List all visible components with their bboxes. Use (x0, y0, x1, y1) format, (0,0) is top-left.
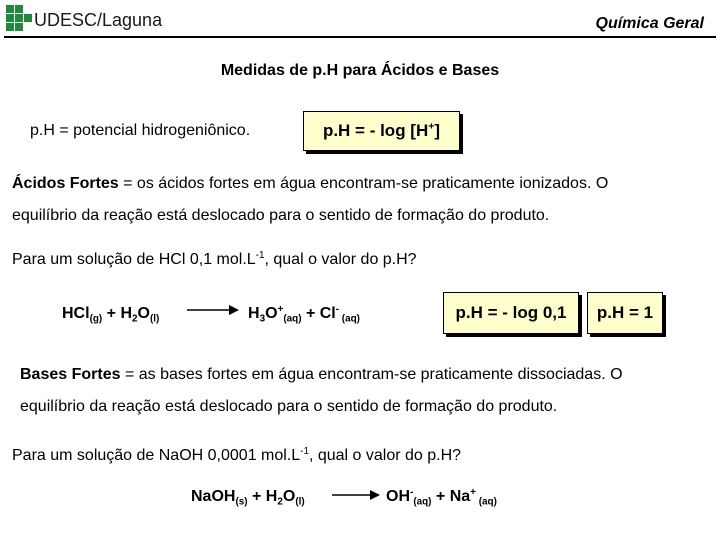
brand-name: UDESC/Laguna (34, 10, 163, 30)
hcl-state: (g) (89, 313, 103, 325)
water-state: (l) (295, 496, 305, 508)
reaction-arrow-icon (332, 488, 380, 502)
header-divider (4, 36, 716, 38)
acid-reactants (62, 305, 159, 323)
bases-line-1 (20, 366, 623, 384)
hydronium-subscript: 3 (259, 313, 266, 325)
water-subscript: 2 (277, 496, 283, 508)
hydronium-state: (aq) (283, 313, 302, 325)
chloride-state: (aq) (339, 313, 360, 325)
acids-question-sup: -1 (255, 250, 265, 262)
water-subscript: 2 (132, 313, 138, 325)
water-oxygen: O (137, 305, 150, 322)
water-state: (l) (149, 313, 160, 325)
course-name: Química Geral (595, 15, 704, 32)
bases-question-text: Para um solução de NaOH 0,0001 mol.L (12, 447, 301, 464)
bases-term: Bases Fortes (20, 366, 121, 383)
hydronium-oxygen: O (265, 305, 278, 322)
reaction-arrow-icon (187, 303, 239, 317)
bases-line-2: equilíbrio da reação está deslocado para o sentido de formação do produto. (20, 398, 558, 415)
bases-question-sup: -1 (300, 446, 309, 458)
formula-end: ] (434, 121, 441, 140)
acids-term: Ácidos Fortes (12, 175, 119, 192)
reactant-water: + H (102, 305, 133, 322)
sodium-charge: + (470, 487, 476, 499)
ph-definition: p.H = potencial hidrogeniônico. (30, 122, 251, 139)
chloride-charge: - (335, 304, 340, 316)
ph-formula-box (303, 111, 460, 151)
product-sodium: + Na (431, 488, 471, 505)
sodium-state: (aq) (475, 496, 497, 508)
acids-line-2: equilíbrio da reação está deslocado para o sentido de formação do produto. (12, 207, 550, 224)
reactant-naoh: NaOH (191, 488, 236, 505)
formula-main: p.H = - log [H (322, 121, 429, 140)
acids-question (12, 251, 417, 269)
naoh-state: (s) (235, 496, 248, 508)
product-chloride: + Cl (301, 305, 336, 322)
reactant-water: + H (247, 488, 278, 505)
acids-question-end: , qual o valor do p.H? (264, 251, 417, 268)
bases-question-end: , qual o valor do p.H? (308, 447, 462, 464)
product-hydroxide: OH (386, 488, 410, 505)
reactant-hcl: HCl (62, 305, 90, 322)
acid-ph-answer-box: p.H = 1 (587, 292, 663, 334)
water-oxygen: O (282, 488, 296, 505)
base-products (386, 488, 497, 506)
base-reactants (191, 488, 305, 506)
hydroxide-state: (aq) (413, 496, 432, 508)
acid-products (248, 305, 360, 323)
hydroxide-charge: - (410, 487, 414, 499)
acids-line-1 (12, 175, 608, 193)
acid-ph-calculation-box: p.H = - log 0,1 (443, 292, 579, 334)
page-title: Medidas de p.H para Ácidos e Bases (220, 62, 500, 79)
formula-superscript: + (428, 120, 435, 133)
udesc-logo-icon (6, 5, 32, 31)
acids-question-text: Para um solução de HCl 0,1 mol.L (12, 251, 256, 268)
acids-line-1-text: = os ácidos fortes em água encontram-se praticamente ionizados. O (118, 175, 609, 192)
product-hydronium: H (248, 305, 260, 322)
bases-question (12, 447, 461, 465)
bases-line-1-text: = as bases fortes em água encontram-se praticamente dissociadas. O (120, 366, 623, 383)
hydronium-charge: + (277, 304, 284, 316)
